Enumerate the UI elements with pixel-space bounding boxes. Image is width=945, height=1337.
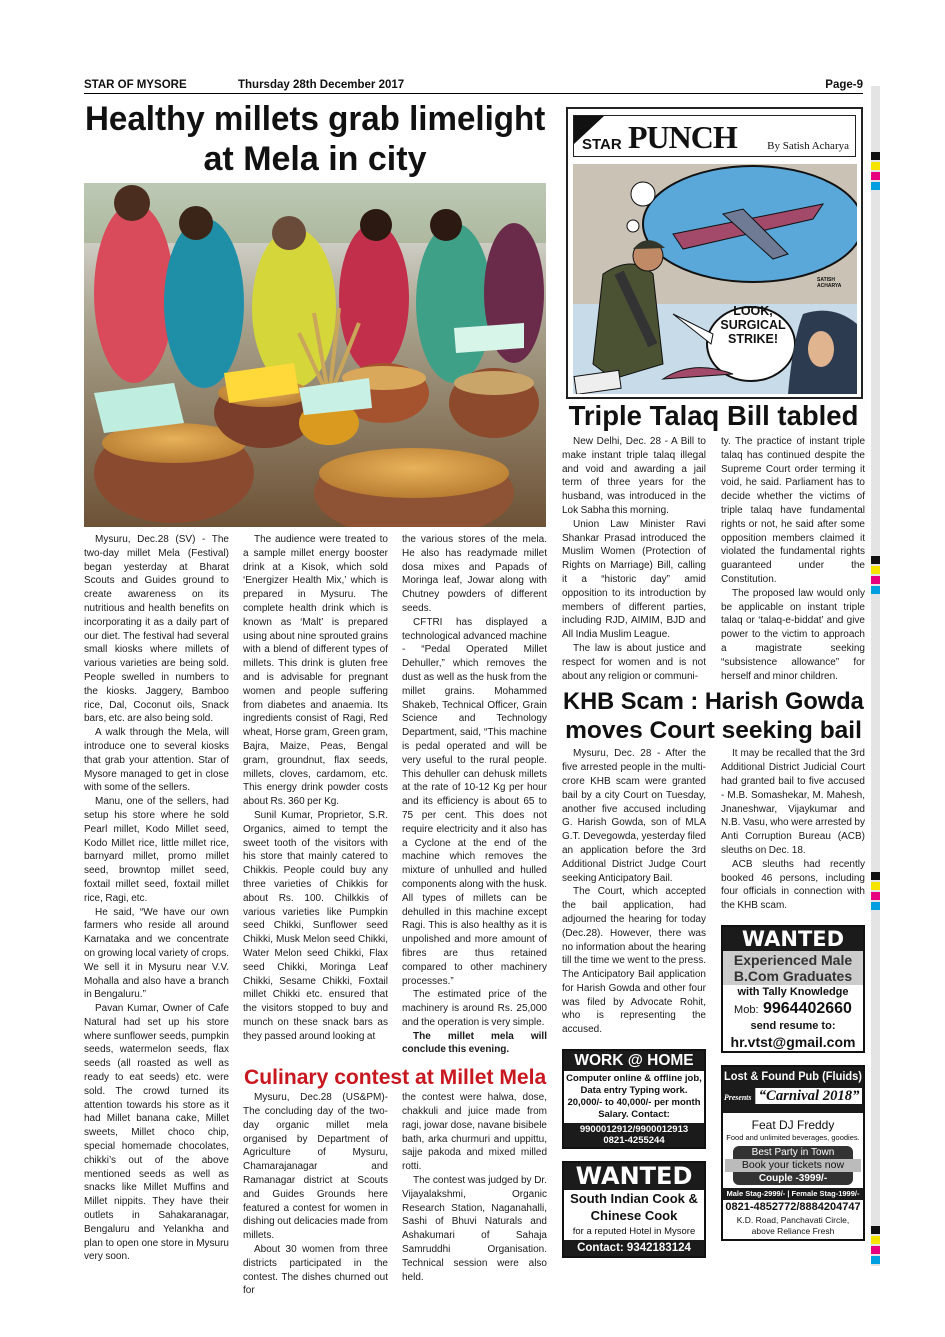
talaq-headline-wrap: [562, 399, 865, 433]
headline-line-1: Healthy millets grab limelight: [84, 100, 546, 138]
ad-work-at-home: [562, 1049, 706, 1149]
masthead: [84, 79, 863, 94]
ad-event: “Carnival 2018”: [756, 1088, 863, 1104]
khb-headline-line-2: moves Court seeking bail: [565, 717, 862, 745]
ad-title: WANTED: [575, 1162, 693, 1191]
right-column-b: [721, 747, 865, 1241]
ad-phone: 0821-4255244: [603, 1135, 665, 1147]
paragraph: Mysuru, Dec. 28 - After the five arrested people in the multi-crore KHB scam were granted bail by a city Court on Tuesday, another five accused including G. Harish Gowda, son of MLA G.T. Devegowda, yesterday filed an application before the 3rd Additional District Judge Court seeking Anticipatory Bail.: [562, 748, 706, 884]
paragraph: New Delhi, Dec. 28 - A Bill to make instant triple talaq illegal and void and awarding a jail term of three years for the husband, was introduced in the Lok Sabha this morning.: [562, 436, 706, 516]
registration-mark: [871, 586, 880, 594]
left-text-area: [84, 533, 547, 1298]
registration-mark: [871, 576, 880, 584]
page-number: Page-9: [825, 79, 863, 91]
paragraph: Manu, one of the sellers, had setup his store where he sold Pearl millet, Kodo Millet seed, Kodo Millet rice, little millet rice, barnyard millet, promo millet seed, browntop millet seed, foxtail millet seed, foxtail millet rice, Ragi, etc.: [84, 796, 229, 904]
paragraph: The proposed law would only be applicable on instant triple talaq or ‘talaq-e-biddat’ and give power to the victim to approach a magistrate seeking “subsistence allowance” for herself and minor children.: [721, 587, 865, 682]
paragraph: Mysuru, Dec.28 (SV) - The two-day millet Mela (Festival) began yesterday at Bharat Scouts and Guides ground to create awareness on its nutritious and health benefits on incorporating it as a daily part of our diet. The festival had several small kiosks where millets of various varieties are being sold. People swelled in numbers to the kiosks. Jaggery, Bamboo rice, Dal, Coconut oils, Snack bars, etc. are also being sold.: [84, 534, 229, 725]
paper-name: STAR OF MYSORE: [84, 79, 187, 91]
cartoon-drawing: [573, 164, 857, 394]
ad-line: B.Com Graduates: [733, 967, 853, 984]
registration-mark: [871, 152, 880, 160]
ad-body: Computer online & offline job, Data entry Typing work. 20,000/- to 40,000/- per month Salary. Contact:: [566, 1073, 702, 1121]
cartoon-punch-label: PUNCH: [628, 119, 737, 155]
paragraph: He said, “We have our own farmers who reside all around Karnataka and we concentrate on growing local variety of crops. We sell it in Mysuru near V.V. Mohalla and also have a branch in Bengaluru.”: [84, 906, 229, 1001]
ad-address: above Reliance Fresh: [751, 1225, 835, 1236]
registration-mark: [871, 1236, 880, 1244]
paragraph: Pavan Kumar, Owner of Cafe Natural had set up his store where sunflower seeds, pumpkin seeds, watermelon seeds, flax seeds (all roasted as well as ready to eat seeds) etc. were sold. The crowd turned its attention towards his store as it had Millet banana cake, Millet sweets, Millet choco chip, special homemade chocolates, chikki’s out of the above mentioned seeds as well as snacks like Millet Muffins and Millet nippits. They have their outlets in Sahakaranagar, Bengaluru and Yelankha and plan to open one store in Mysuru very soon.: [84, 1003, 229, 1263]
ad-requirement: [723, 951, 863, 985]
registration-strip: [871, 86, 880, 1266]
registration-mark: [871, 566, 880, 574]
registration-mark: [871, 556, 880, 564]
ad-address: K.D. Road, Panchavati Circle,: [736, 1214, 850, 1225]
paragraph: the contest were halwa, dose, chakkuli and juice made from ragi, jowar dose, navane bisibele bath, arka churmuri and uppittu, sajje pakoda and mixed milled rotti.: [402, 1092, 547, 1173]
cartoon-byline: By Satish Acharya: [767, 140, 849, 152]
ad-phone: 9900012912/9900012913: [579, 1124, 689, 1136]
ad-mob-label: Mob:: [734, 1003, 759, 1016]
cartoon-star-label: STAR: [582, 136, 622, 153]
paragraph: The millet mela will conclude this evening.: [402, 1030, 547, 1056]
paragraph: The Court, which accepted the bail application, had adjourned the hearing for today (Dec.28). However, there was no information about the hearing till the time we went to the press. The Anticipatory Bail application for Harish Gowda and other four was filed by Advocate Rohit, who is representing the accused.: [562, 886, 706, 1036]
khb-column-1: [562, 747, 706, 1037]
ad-lost-found-pub: [721, 1065, 865, 1241]
speech-bubble-text: LOOK, SURGICAL STRIKE!: [720, 304, 786, 346]
paragraph: The contest was judged by Dr. Vijayalakshmi, Organic Research Station, Naganahalli, Sashi of Bhuvi Naturals and Ashakumari of Sahaja Samruddhi Organisation. Technical session were also held.: [402, 1175, 547, 1283]
ad-price: Male Stag-2999/- | Female Stag-1999/-: [726, 1188, 860, 1198]
registration-mark: [871, 902, 880, 910]
culinary-column-1: [243, 1091, 388, 1298]
ad-phone: 9964402660: [762, 999, 852, 1017]
culinary-headline-wrap: [243, 1063, 547, 1091]
ad-line: Experienced Male: [733, 951, 853, 968]
ad-title: WORK @ HOME: [574, 1052, 694, 1070]
paragraph: ACB sleuths had recently booked 46 persons, including four officials in connection with the KHB scam.: [721, 858, 865, 912]
star-punch-cartoon: [566, 107, 863, 399]
right-text-area: [562, 399, 865, 1258]
talaq-column-2: [721, 435, 865, 683]
talaq-columns: [562, 435, 865, 683]
paragraph: A walk through the Mela, will introduce one to several kiosks that grab your attention. Star of Mysore managed to get in close with some of the sellers.: [84, 727, 229, 794]
registration-mark: [871, 1256, 880, 1264]
cartoonist-signature: SATISH ACHARYA: [817, 277, 842, 289]
khb-headline: [562, 687, 865, 745]
ad-presents: Presents: [723, 1092, 752, 1102]
millets-column-2: [243, 533, 388, 1043]
ad-contact: Contact: 9342183124: [577, 1242, 691, 1255]
registration-mark: [871, 172, 880, 180]
paragraph: Sunil Kumar, Proprietor, S.R. Organics, aimed to tempt the sweet tooth of the visitors with his store that mainly catered to Chikkis. People could buy any three varieties of Chikkis for about Rs. 100. Chilkkis of various varieties like Pumpkin seed Chikki, Sunflower seed Chikki, Musk Melon seed Chikki, Water Melon seed Chikki, Flax seed Chikki, Moringa Leaf Chikki, Sesame Chikki, Foxtail millet Chikki etc. ensured that the visitors stopped to buy and munch on these snack bars as they passed around looking at: [243, 809, 388, 1042]
ad-title: Lost & Found Pub (Fluids): [724, 1068, 862, 1083]
paragraph: It may be recalled that the 3rd Additional District Judicial Court had granted bail to five accused - M.B. Somashekar, M. Mahesh, Jnaneshwar, Vijaykumar and N.B. Vasu, who were arrested by Anti Corruption Bureau (ACB) sleuths on Dec. 18.: [721, 748, 865, 856]
khb-headline-line-1: KHB Scam : Harish Gowda: [563, 688, 864, 716]
ad-phone: 0821-4852772/8884204747: [725, 1200, 861, 1213]
ad-line: Book your tickets now: [741, 1158, 845, 1171]
paragraph: the various stores of the mela. He also has readymade millet dosa mixes and Papads of Moringa leaf, Jowar along with Chutney powders of different seeds.: [402, 534, 547, 614]
millets-column-1: [84, 533, 229, 1264]
talaq-column-1: [562, 435, 706, 683]
paragraph: Mysuru, Dec.28 (US&PM)- The concluding day of the two-day organic millet mela organised by Department of Agriculture of Mysuru, Chamarajanagar and Ramanagar district at Scouts and Guides Grounds here featured a contest for women in dishing out delicacies made from millets.: [243, 1092, 388, 1242]
cartoon-header: [573, 115, 856, 157]
millets-column-3: [402, 533, 547, 1057]
ad-line: with Tally Knowledge: [737, 985, 849, 998]
registration-mark: [871, 1246, 880, 1254]
ad-line: Best Party in Town: [751, 1146, 835, 1158]
ad-title: WANTED: [741, 926, 845, 951]
ad-price: Couple -3999/-: [758, 1172, 828, 1184]
registration-mark: [871, 892, 880, 900]
paragraph: ty. The practice of instant triple talaq has continued despite the Supreme Court order terming it void, he said. Parliament has to decide whether the victims of triple talaq have fundamental rights or not, he said after some opposition members claimed it violated the fundamental rights guaranteed under the Constitution.: [721, 436, 865, 585]
issue-date: Thursday 28th December 2017: [238, 79, 405, 91]
ad-line: send resume to:: [750, 1019, 836, 1032]
registration-mark: [871, 1226, 880, 1234]
ad-line: for a reputed Hotel in Mysore: [572, 1226, 696, 1238]
headline-line-2: at Mela in city: [203, 140, 427, 178]
ad-wanted-cook: [562, 1161, 706, 1258]
registration-mark: [871, 182, 880, 190]
registration-mark: [871, 882, 880, 890]
ad-line: Food and unlimited beverages, goodies.: [726, 1132, 860, 1142]
culinary-headline: Culinary contest at Millet Mela: [243, 1065, 547, 1090]
talaq-headline: Triple Talaq Bill tabled: [568, 400, 859, 431]
registration-mark: [871, 162, 880, 170]
paragraph: The law is about justice and respect for women and is not about any religion or communi-: [562, 642, 706, 682]
culinary-column-2: [402, 1091, 547, 1284]
ad-line: Feat DJ Freddy: [751, 1117, 835, 1132]
khb-and-ads: [562, 747, 865, 1258]
paragraph: The estimated price of the machinery is around Rs. 25,000 and the operation is very simple.: [402, 989, 547, 1028]
millet-mela-photo: [84, 183, 546, 527]
paragraph: The audience were treated to a sample millet energy booster drink at a Kisok, which sold ‘Energizer Health Mix,’ which is prepared in Mysuru. The complete health drink which is known as ‘Malt’ is prepared using about nine sprouted grains with a blend of different types of millets. This drink is gluten free and is advisable for pregnant women and people suffering from diabetes and anaemia. Its ingredients consist of Ragi, Red wheat, Horse gram, Green gram, Bajra, Maize, Peas, Bengal gram, groundnut, flax seeds, millets, cloves, cardamom, etc. This energy drink powder costs about Rs. 360 per Kg.: [243, 534, 388, 808]
ad-wanted-bcom: [721, 925, 865, 1053]
ad-email: hr.vtst@gmail.com: [730, 1033, 856, 1050]
paragraph: Union Law Minister Ravi Shankar Prasad introduced the Muslim Women (Protection of Rights on Marriage) Bill, calling it a “historic day” amid opposition to its introduction by members of different parties, including RJD, AIMIM, BJD and All India Muslim League.: [562, 518, 706, 641]
paragraph: About 30 women from three districts participated in the contest. The dishes churned out for: [243, 1244, 388, 1297]
registration-mark: [871, 872, 880, 880]
ad-line: South Indian Cook &: [570, 1191, 698, 1207]
ad-line: Chinese Cook: [590, 1208, 678, 1224]
paragraph: CFTRI has displayed a technological advanced machine - “Pedal Operated Millet Dehuller,” which removes the dust as well as the husk from the millet grains. Mohammed Shakeb, Technical Officer, Grain Science and Technology Department, said, “This machine is pedal operated and will be very useful to the rural people. This dehuller can dehusk millets at the rate of 10-12 Kg per hour and its efficiency is about 65 to 75 per cent. This does not require electricity and it also has a Cyclone at the end of the machine which removes the mixture of unhulled and hulled components along with the husk. All types of millets can be dehulled in this machine except Ragi. This is also healthy as it is unpolished and more amount of fibres are thus retained compared to other machinery processes.”: [402, 616, 547, 987]
right-column-a: [562, 747, 706, 1258]
main-headline: [84, 99, 546, 179]
khb-column-2: [721, 747, 865, 913]
